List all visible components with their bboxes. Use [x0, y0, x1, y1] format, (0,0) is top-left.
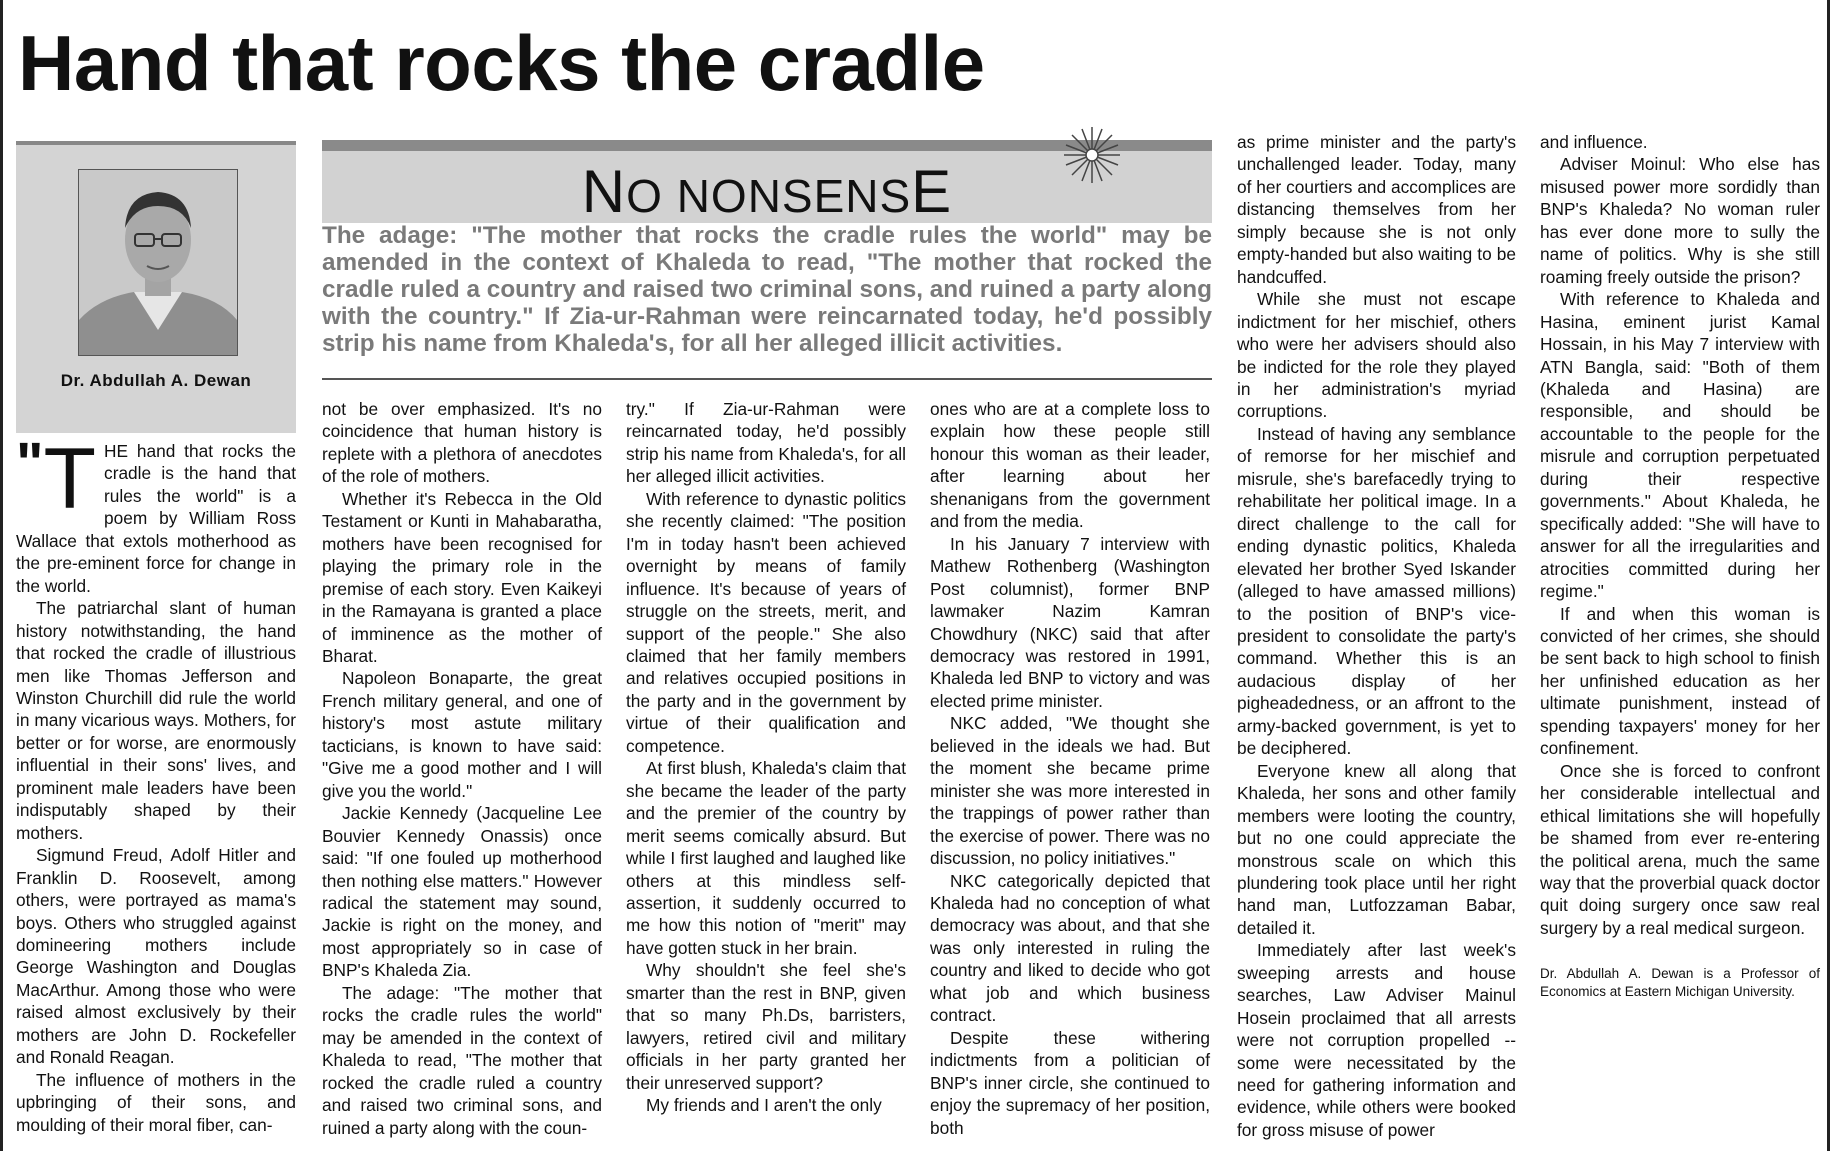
- divider-rule: [322, 378, 1212, 380]
- paragraph: The adage: "The mother that rocks the cradle rules the world" may be amended in the context of Khaleda to read, "The mother that rocked the cradle ruled a country and raised two criminal sons, and ruined a party along with the coun-: [322, 982, 602, 1138]
- paragraph: NKC added, "We thought she believed in the ideals we had. But the moment she became prime minister she was more interested in the trappings of power rather than the exercise of power. There was no discussion, no policy initiatives.": [930, 713, 1210, 869]
- paragraph: and influence.: [1540, 132, 1648, 152]
- paragraph: Everyone knew all along that Khaleda, her sons and other family members were looting the country, but no one could appreciate the monstrous scale on which this plundering took place until her right hand man, Lutfozzaman Babar, detailed it.: [1237, 760, 1516, 938]
- paragraph: My friends and I aren't the only: [646, 1095, 882, 1116]
- paragraph: "T HE hand that rocks the cradle is the hand that rules the world" is a poem by William Ross Wallace that extols motherhood as the pre-eminent force for change in the world.: [16, 431, 296, 596]
- paragraph: as prime minister and the party's unchallenged leader. Today, many of her courtiers and accomplices are distancing themselves from her simply because she is not only empty-handed but also waiting to be handcuffed.: [1237, 132, 1516, 287]
- paragraph: If and when this woman is convicted of her crimes, she should be sent back to high school to finish her unfinished education as her ultimate punishment, instead of spending taxpayers' money for her confinement.: [1540, 603, 1820, 759]
- paragraph: With reference to dynastic politics she recently claimed: "The position I'm in today hasn't been achieved overnight by means of family influence. It's because of years of struggle on the streets, merit, and support of the people." She also claimed that her family members and relatives occupied positions in the party and in the government by virtue of their qualification and competence.: [626, 488, 906, 756]
- headline: Hand that rocks the cradle: [18, 19, 985, 107]
- article-column-4: [930, 398, 1210, 1139]
- paragraph: The influence of mothers in the upbringing of their sons, and moulding of their moral fiber, can-: [16, 1069, 296, 1135]
- paragraph: Despite these withering indictments from a politician of BNP's inner circle, she continued to enjoy the supremacy of her position, both: [930, 1027, 1210, 1138]
- paragraph: The patriarchal slant of human history notwithstanding, the hand that rocked the cradle of illustrious men like Thomas Jefferson and Winston Churchill did rule the world in many vicarious ways. Mothers, for better or for worse, are enormously influential in their sons' lives, and prominent male leaders have been indisputably shaped by their mothers.: [16, 598, 296, 843]
- paragraph: Napoleon Bonaparte, the great French military general, and one of history's most astute military tacticians, is known to have said: "Give me a good mother and I will give you the world.": [322, 668, 602, 801]
- paragraph: While she must not escape indictment for her mischief, others who were her advisers should also be indicted for the role they played in her administration's myriad corruptions.: [1237, 289, 1516, 422]
- article-column-1: [16, 431, 296, 1136]
- paragraph: not be over emphasized. It's no coincidence that human history is replete with a plethora of anecdotes of the role of mothers.: [322, 399, 602, 487]
- paragraph: ones who are at a complete loss to explain how these people still honour this woman as their leader, after learning about her shenanigans from the government and from the media.: [930, 399, 1210, 532]
- banner-title: NO NONSENSE: [581, 158, 953, 225]
- paragraph: NKC categorically depicted that Khaleda had no conception of what democracy was about, and that she was only interested in ruling the country and liked to decide who got what job and which business contract.: [930, 870, 1210, 1026]
- paragraph: Once she is forced to confront her considerable intellectual and ethical limitations she will hopefully be shamed from ever re-entering the political arena, much the same way that the proverbial quack doctor quit doing surgery once saw real surgery by a real medical surgeon.: [1540, 760, 1820, 938]
- article-column-3: [626, 398, 906, 1117]
- column-banner: [322, 140, 1212, 223]
- standfirst: The adage: "The mother that rocks the cradle rules the world" may be amended in the context of Khaleda to read, "The mother that rocked the cradle ruled a country and raised two criminal sons, and ruined a party along with the country." If Zia-ur-Rahman were reincarnated today, he'd possibly strip his name from Khaleda's, for all her alleged illicit activities.: [322, 222, 1212, 357]
- author-box: [16, 141, 296, 433]
- article-column-6: [1540, 131, 1820, 1001]
- paragraph: With reference to Khaleda and Hasina, eminent jurist Kamal Hossain, in his May 7 interview with ATN Bangla, said: "Both of them (Khaleda and Hasina) are responsible, and should be accountable to the people for the misrule and corruption perpetuated during their respective governments." About Khaleda, he specifically added: "She will have to answer for all the irregularities and atrocities committed during her regime.": [1540, 289, 1820, 602]
- drop-cap: "T: [16, 431, 97, 527]
- author-photo: [78, 169, 238, 356]
- paragraph: In his January 7 interview with Mathew Rothenberg (Washington Post columnist), former BNP lawmaker Nazim Kamran Chowdhury (NKC) said that after democracy was restored in 1991, Khaleda led BNP to victory and was elected prime minister.: [930, 533, 1210, 711]
- paragraph: Sigmund Freud, Adolf Hitler and Franklin D. Roosevelt, among others, were portrayed as mama's boys. Others who struggled against domineering mothers include George Washington and Douglas MacArthur. Among those who were raised almost exclusively by their mothers are John D. Rockefeller and Ronald Reagan.: [16, 845, 296, 1068]
- paragraph: Jackie Kennedy (Jacqueline Lee Bouvier Kennedy Onassis) once said: "If one fouled up motherhood then nothing else matters." However radical the statement may sound, Jackie is right on the money, and most appropriately so in case of BNP's Khaleda Zia.: [322, 803, 602, 981]
- paragraph: Why shouldn't she feel she's smarter than the rest in BNP, given that so many Ph.Ds, barristers, lawyers, retired civil and military officials in her party granted her their unreserved support?: [626, 960, 906, 1093]
- author-byline: Dr. Abdullah A. Dewan: [60, 371, 252, 390]
- paragraph: Adviser Moinul: Who else has misused power more sordidly than BNP's Khaleda? No woman ruler has ever done more to sully the name of politics. Why is she still roaming freely outside the prison?: [1540, 154, 1820, 287]
- author-bio: Dr. Abdullah A. Dewan is a Professor of Economics at Eastern Michigan University.: [1540, 966, 1820, 1000]
- article-column-2: [322, 398, 602, 1139]
- paragraph: try." If Zia-ur-Rahman were reincarnated today, he'd possibly strip his name from Khaleda's, for all her alleged illicit activities.: [626, 399, 906, 487]
- paragraph: Instead of having any semblance of remorse for her mischief and misrule, she's barefacedly trying to rehabilitate her political image. In a direct challenge to the call for ending dynastic politics, Khaleda elevated her brother Syed Iskander (alleged to have amassed millions) to the position of BNP's vice-president to consolidate the party's command. Whether this is an audacious display of her pigheadedness, or an affront to the army-backed government, is yet to be deciphered.: [1237, 423, 1516, 759]
- author-portrait-image: [79, 170, 237, 355]
- paragraph: Immediately after last week's sweeping arrests and house searches, Law Adviser Mainul Hosein proclaimed that all arrests were not corruption propelled -- some were necessitated by the need for gathering information and evidence, while others were booked for gross misuse of power: [1237, 940, 1516, 1140]
- paragraph: Whether it's Rebecca in the Old Testament or Kunti in Mahabaratha, mothers have been recognised for playing the primary role in the premise of each story. Even Kaikeyi in the Ramayana is granted a place of imminence as the mother of Bharat.: [322, 488, 602, 666]
- paragraph: At first blush, Khaleda's claim that she became the leader of the party and the premier of the country by merit seems comically absurd. But while I first laughed and laughed like others at this mindless self-assertion, it suddenly occurred to me how this notion of "merit" may have gotten stuck in her brain.: [626, 758, 906, 958]
- article-column-5: [1237, 131, 1516, 1141]
